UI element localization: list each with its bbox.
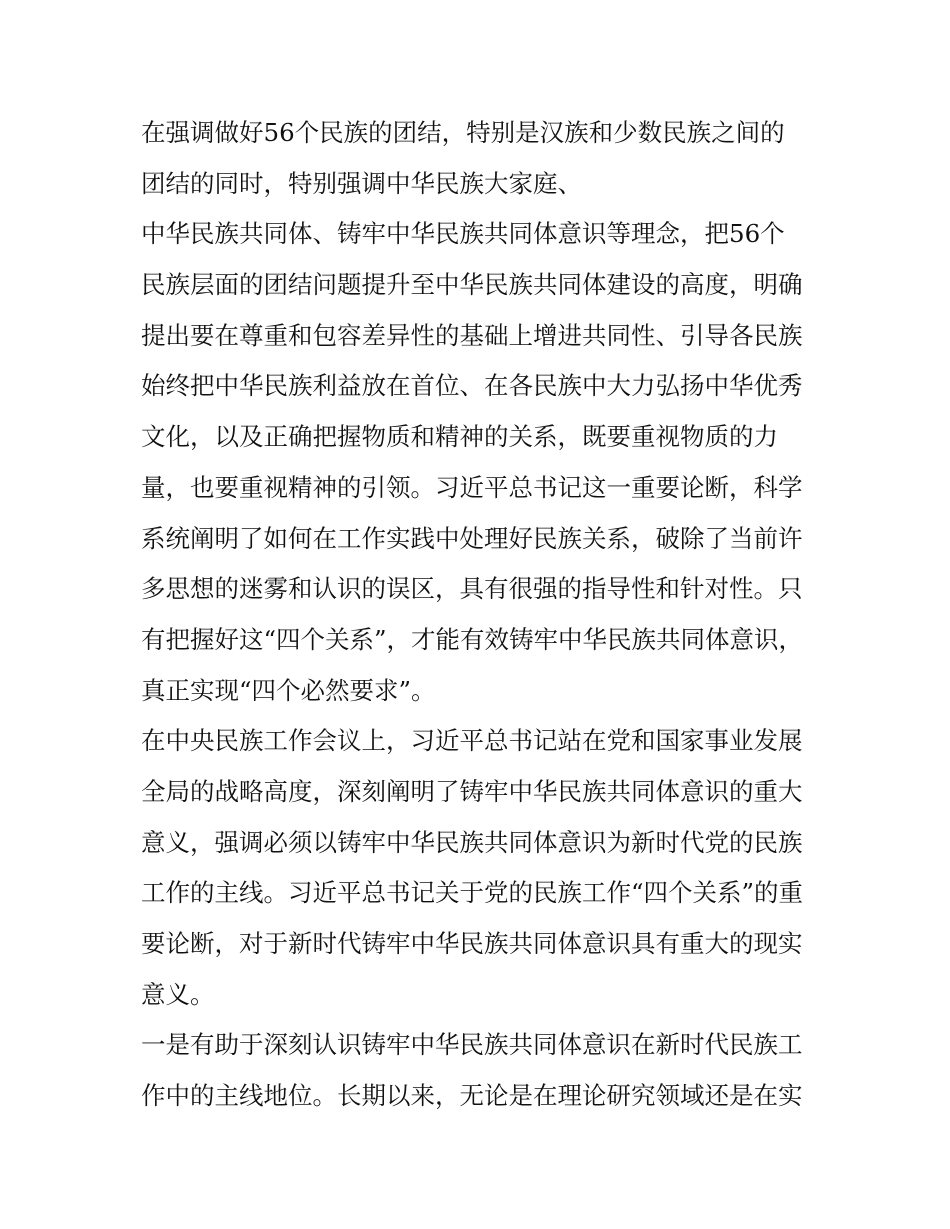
text-line: 工作的主线。习近平总书记关于党的民族工作“四个关系”的重 (141, 878, 804, 908)
text-line: 提出要在尊重和包容差异性的基础上增进共同性、引导各民族 (141, 320, 803, 350)
text-line: 民族层面的团结问题提升至中华民族共同体建设的高度，明确 (141, 270, 803, 300)
text-line: 作中的主线地位。长期以来，无论是在理论研究领域还是在实 (141, 1081, 803, 1111)
body-text (141, 108, 831, 1122)
text-line: 全局的战略高度，深刻阐明了铸牢中华民族共同体意识的重大 (141, 776, 803, 806)
text-line: 在中央民族工作会议上，习近平总书记站在党和国家事业发展 (141, 726, 803, 756)
text-line: 量，也要重视精神的引领。习近平总书记这一重要论断，科学 (141, 472, 803, 502)
text-line: 多思想的迷雾和认识的误区，具有很强的指导性和针对性。只 (141, 574, 803, 604)
text-line: 意义。 (141, 979, 215, 1009)
text-line: 中华民族共同体、铸牢中华民族共同体意识等理念，把56个 (141, 219, 785, 249)
text-line: 要论断，对于新时代铸牢中华民族共同体意识具有重大的现实 (141, 929, 803, 958)
text-line: 文化，以及正确把握物质和精神的关系，既要重视物质的力 (141, 422, 778, 452)
text-line: 一是有助于深刻认识铸牢中华民族共同体意识在新时代民族工 (141, 1030, 803, 1060)
text-line: 在强调做好56个民族的团结，特别是汉族和少数民族之间的 (141, 118, 785, 147)
text-line: 团结的同时，特别强调中华民族大家庭、 (141, 168, 582, 198)
text-line: 始终把中华民族利益放在首位、在各民族中大力弘扬中华优秀 (141, 371, 803, 401)
text-line: 意义，强调必须以铸牢中华民族共同体意识为新时代党的民族 (141, 827, 803, 857)
text-line: 有把握好这“四个关系”，才能有效铸牢中华民族共同体意识， (141, 624, 804, 654)
text-line: 真正实现“四个必然要求”。 (141, 675, 436, 705)
text-line: 系统阐明了如何在工作实践中处理好民族关系，破除了当前许 (141, 523, 803, 553)
